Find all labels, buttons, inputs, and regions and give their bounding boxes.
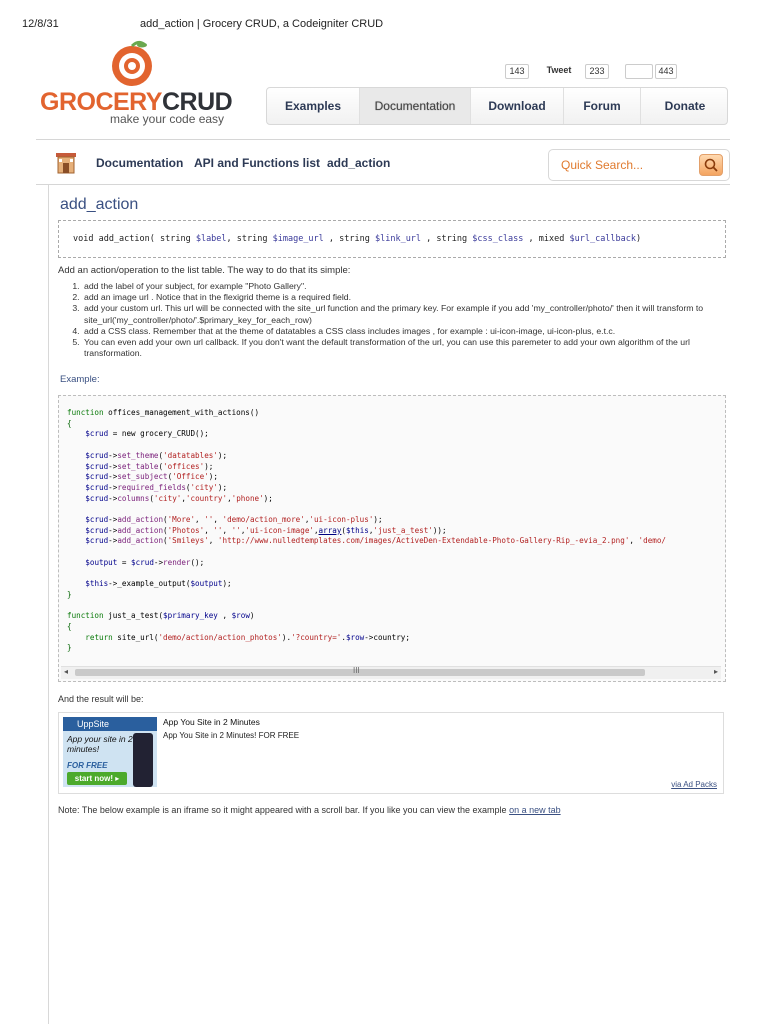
logo-tagline: make your code easy [110, 112, 225, 126]
ad-banner[interactable] [63, 717, 157, 787]
search-placeholder: Quick Search... [561, 158, 644, 172]
scroll-right-arrow-icon[interactable]: ▸ [713, 667, 718, 676]
page-title: add_action [60, 196, 139, 213]
ad-banner-free: FOR FREE [67, 761, 108, 770]
breadcrumb-add-action[interactable]: add_action [327, 156, 391, 170]
tweet-button[interactable]: Tweet [546, 65, 572, 75]
list-item: 4. add a CSS class. Remember that at the theme of datatables a CSS class includes images , for example : ui-icon-image, ui-icon-plus, e.t.c. [82, 326, 724, 337]
code-horizontal-scrollbar[interactable] [61, 666, 721, 679]
divider-subnav [36, 184, 730, 185]
logo-mark-icon [102, 40, 162, 90]
ad-description: App You Site in 2 Minutes! FOR FREE [163, 731, 300, 740]
result-label: And the result will be: [58, 694, 144, 704]
new-tab-link[interactable]: on a new tab [509, 805, 561, 815]
ad-headline[interactable]: App You Site in 2 Minutes [163, 717, 260, 727]
intro-text: Add an action/operation to the list table. The way to do that its simple: [58, 265, 351, 276]
nav-examples[interactable]: Examples [267, 88, 360, 124]
list-item: 1. add the label of your subject, for example "Photo Gallery". [82, 281, 724, 292]
note-text: Note: The below example is an iframe so it might appeared with a scroll bar. If you like you can view the example on a new tab [58, 805, 561, 815]
sub-nav [36, 140, 730, 184]
nav-donate[interactable]: Donate [664, 99, 706, 113]
quick-search-input[interactable] [548, 149, 730, 181]
like-button[interactable] [625, 64, 653, 79]
nav-documentation[interactable]: Documentation [360, 88, 471, 124]
steps-list [58, 281, 724, 359]
scrollbar-thumb[interactable] [75, 669, 645, 676]
scroll-grip: III [353, 666, 360, 675]
search-button[interactable] [699, 154, 723, 176]
print-title: add_action | Grocery CRUD, a Codeigniter CRUD [140, 18, 384, 30]
example-label: Example: [60, 374, 100, 385]
share-count: 143 [505, 64, 529, 79]
ad-start-button[interactable]: start now! ▸ [67, 772, 127, 785]
ad-brand: UppSite [63, 717, 157, 731]
code-block: function offices_management_with_actions() { $crud = new grocery_CRUD(); $crud->set_theme('datatables'); $crud->set_table('offices'); $crud->set_subject('Office'); $crud->required_fields('city'); $crud->columns('city','country','phone'); $crud->add_action('More', '', 'demo/action_more','ui-icon-plus'); $crud->add_action('Photos', '', '','ui-icon-image',array($this,'just_a_test')); $crud->add_action('Smileys', 'http://www.nulledtemplates.com/images/ActiveDen-Extendable-Photo-Gallery-Rip_-evia_2.png', 'demo/ $output = $crud->render(); $this->_example_output($output); } function just_a_test($primary_key , $row) { return site_url('demo/action/action_photos').'?country='.$row->country; } [67, 408, 666, 653]
print-date: 12/8/31 [22, 18, 59, 30]
list-item: 2. add an image url . Notice that in the flexigrid theme is a required field. [82, 292, 724, 303]
like-count: 443 [655, 64, 677, 79]
ad-via-link[interactable]: via Ad Packs [671, 780, 717, 789]
breadcrumb-api-list[interactable]: API and Functions list [194, 156, 321, 170]
tweet-count: 233 [585, 64, 609, 79]
phone-icon [133, 733, 153, 787]
nav-forum[interactable]: Forum [564, 88, 641, 124]
list-item: 3. add your custom url. This url will be connected with the site_url function and the primary key. For example if you add 'my_controller/photo/' then it will transform to site_url('my_controller/photo/'.$primary_key_for_each_row) [82, 303, 724, 325]
function-signature: void add_action( string $label, string $image_url , string $link_url , string $css_class , mixed $url_callback) [58, 220, 726, 258]
breadcrumb-documentation[interactable]: Documentation [96, 156, 184, 170]
scroll-left-arrow-icon[interactable]: ◂ [64, 667, 69, 676]
list-item: 5. You can even add your own url callback. If you don't want the default transformation of the url, you can use this paremeter to add your own algorithm of the url transformation. [82, 337, 724, 359]
main-nav [266, 87, 728, 125]
grocerycrud-logo[interactable] [40, 40, 233, 130]
magnifier-icon [700, 155, 722, 175]
ad-box[interactable] [58, 712, 724, 794]
nav-download[interactable]: Download [471, 88, 564, 124]
ad-banner-line: App your site in 2 minutes! [67, 734, 133, 754]
code-example[interactable] [58, 395, 726, 682]
left-rule [48, 184, 49, 1024]
logo-wordmark: GROCERYCRUD [40, 88, 233, 116]
house-icon[interactable] [54, 150, 78, 176]
